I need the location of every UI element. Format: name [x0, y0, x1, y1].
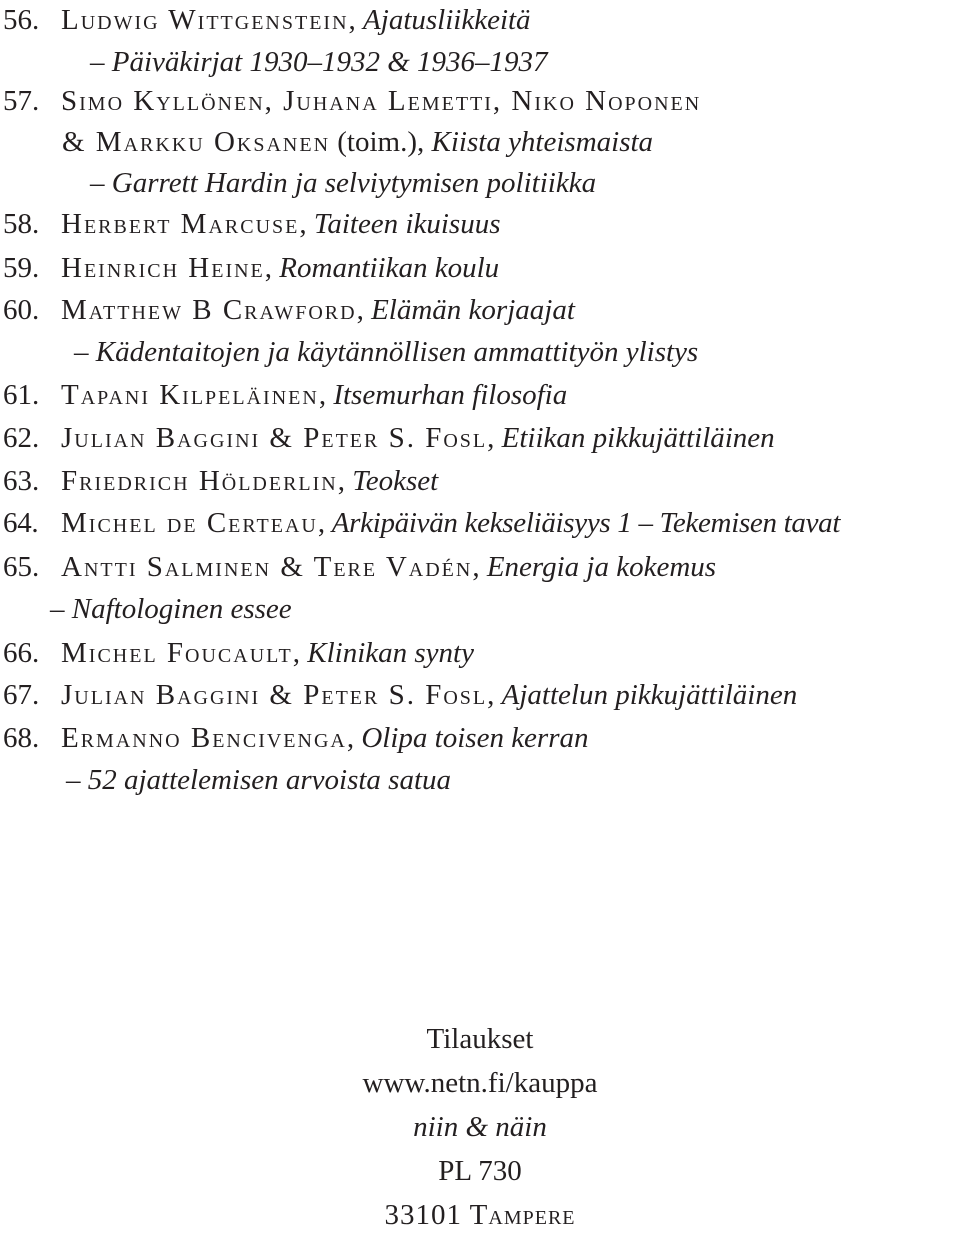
item-number: 60.	[3, 294, 40, 326]
item-author-cont-57	[62, 124, 653, 160]
po-box: PL 730	[438, 1155, 522, 1187]
item-author: Heinrich Heine	[61, 252, 265, 284]
item-title: Itsemurhan filosofia	[333, 379, 568, 411]
item-author: Simo Kyllönen, Juhana Lemetti, Niko Noponen	[61, 85, 702, 117]
item-separator: ,	[264, 252, 280, 284]
item-subtitle-65	[50, 591, 292, 627]
item-title: Romantiikan koulu	[279, 252, 500, 284]
item-subtitle: – Naftologinen essee	[50, 593, 292, 625]
item-subtitle: – Garrett Hardin ja selviytymisen politiikka	[90, 167, 597, 199]
item-title: Teokset	[352, 465, 439, 497]
item-author: Tapani Kilpeläinen	[61, 379, 319, 411]
item-author: Antti Salminen & Tere Vadén	[61, 551, 473, 583]
item-separator: ,	[472, 551, 487, 583]
item-author: Michel Foucault	[61, 637, 293, 669]
item-separator: ,	[346, 722, 362, 754]
item-author: Herbert Marcuse	[61, 208, 300, 240]
item-author: Michel de Certeau	[61, 507, 318, 539]
item-number: 66.	[3, 637, 40, 669]
item-author: Matthew B Crawford	[61, 294, 357, 326]
list-item-58	[0, 206, 501, 242]
item-author: Julian Baggini & Peter S. Fosl	[61, 679, 488, 711]
list-item-61	[0, 377, 567, 413]
item-title: Taiteen ikuisuus	[313, 208, 501, 240]
item-number: 68.	[3, 722, 40, 754]
item-author: Friedrich Hölderlin	[61, 465, 338, 497]
list-item-63	[0, 463, 438, 499]
postal-city: 33101 Tampere	[384, 1199, 576, 1231]
list-item-62	[0, 420, 775, 456]
item-number: 56.	[3, 4, 40, 36]
item-author: Julian Baggini & Peter S. Fosl	[61, 422, 488, 454]
order-info	[0, 1017, 960, 1237]
item-subtitle: – Päiväkirjat 1930–1932 & 1936–1937	[90, 46, 548, 78]
item-number: 63.	[3, 465, 40, 497]
item-subtitle-68	[66, 762, 451, 798]
item-separator: (toim.),	[330, 126, 432, 158]
item-separator: ,	[317, 507, 332, 539]
item-separator: ,	[487, 422, 502, 454]
item-number: 64.	[3, 507, 39, 539]
item-subtitle: – Kädentaitojen ja käytännöllisen ammattityön ylistys	[74, 336, 699, 368]
list-item-65	[0, 549, 716, 585]
list-item-68	[0, 720, 589, 756]
item-author: Ludwig Wittgenstein	[61, 4, 349, 36]
list-item-59	[0, 250, 499, 286]
list-item-57	[0, 83, 701, 119]
item-subtitle-56	[90, 44, 548, 80]
item-title: Etiikan pikkujättiläinen	[501, 422, 775, 454]
list-item-64	[0, 505, 840, 541]
list-item-67	[0, 677, 797, 713]
item-author: Ermanno Bencivenga	[61, 722, 347, 754]
item-title: Ajatusliikkeitä	[363, 4, 531, 36]
list-item-56	[0, 2, 531, 38]
item-number: 61.	[3, 379, 40, 411]
item-number: 57.	[3, 85, 40, 117]
list-item-60	[0, 292, 575, 328]
item-title: Klinikan synty	[307, 637, 474, 669]
item-separator: ,	[299, 208, 314, 240]
item-separator: ,	[318, 379, 334, 411]
list-item-66	[0, 635, 474, 671]
item-separator: ,	[487, 679, 502, 711]
item-title: Arkipäivän kekseliäisyys 1 – Tekemisen tavat	[331, 507, 841, 539]
shop-url: www.netn.fi/kauppa	[362, 1067, 598, 1099]
item-separator: ,	[356, 294, 372, 326]
item-number: 65.	[3, 551, 40, 583]
item-title: Energia ja kokemus	[486, 551, 717, 583]
item-separator: ,	[337, 465, 353, 497]
item-subtitle-57	[90, 165, 596, 201]
item-number: 67.	[3, 679, 40, 711]
item-title: Ajattelun pikkujättiläinen	[501, 679, 798, 711]
item-title: Kiista yhteismaista	[431, 126, 654, 158]
item-title: Olipa toisen kerran	[361, 722, 589, 754]
publisher-name: niin & näin	[413, 1111, 547, 1143]
item-number: 58.	[3, 208, 40, 240]
item-author-cont: & Markku Oksanen	[62, 126, 331, 158]
item-title: Elämän korjaajat	[371, 294, 575, 326]
item-separator: ,	[348, 4, 364, 36]
item-separator: ,	[292, 637, 308, 669]
item-subtitle-60	[74, 334, 698, 370]
item-number: 62.	[3, 422, 40, 454]
order-heading: Tilaukset	[426, 1023, 534, 1055]
item-number: 59.	[3, 252, 40, 284]
item-subtitle: – 52 ajattelemisen arvoista satua	[66, 764, 452, 796]
